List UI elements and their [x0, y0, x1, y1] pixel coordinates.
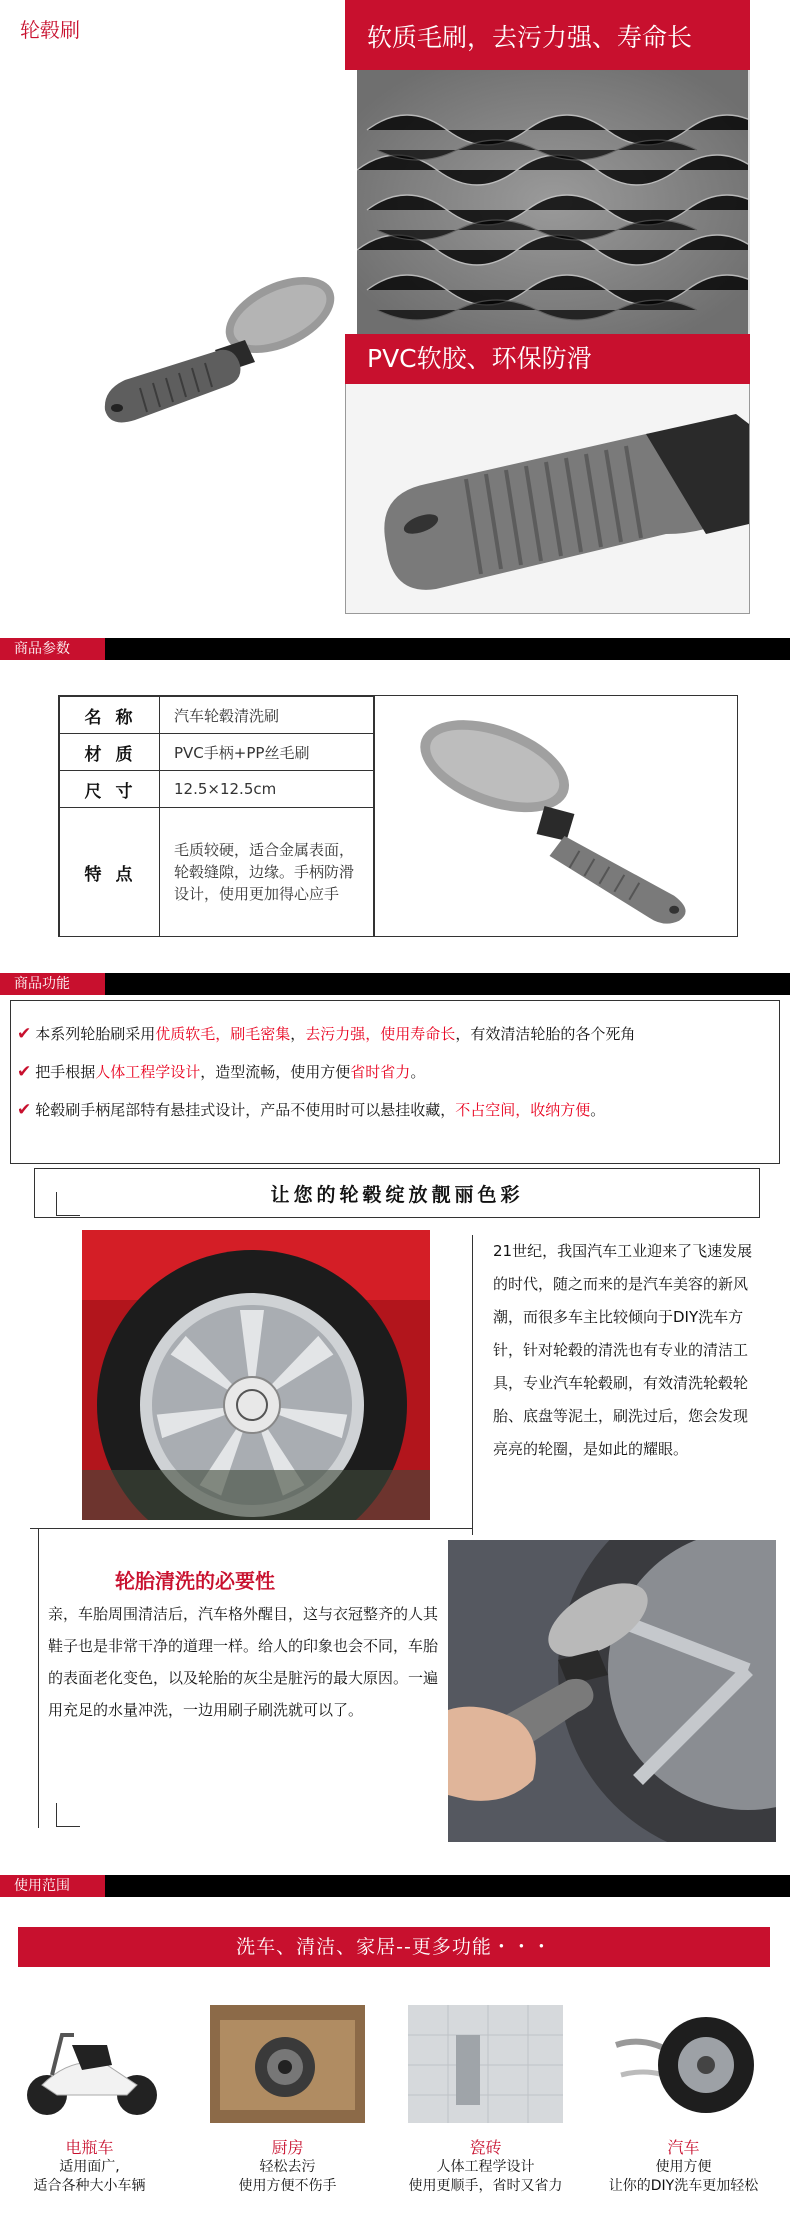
params-section-label: 商品参数	[0, 638, 105, 660]
soft-bristle-banner: 软质毛刷，去污力强、寿命长	[345, 0, 750, 70]
feature-item: ✔ 轮毂刷手柄尾部特有悬挂式设计，产品不使用时可以悬挂收藏，不占空间，收纳方便。	[17, 1100, 606, 1120]
checkmark-icon: ✔	[17, 1100, 32, 1120]
brush-product-image	[374, 696, 739, 936]
usage-item	[596, 2005, 771, 2196]
features-list	[10, 1000, 780, 1164]
params-section-bar	[0, 638, 790, 660]
usage-item-desc: 轻松去污	[259, 2159, 316, 2175]
usage-item-name: 厨房	[271, 2138, 304, 2157]
wheel-description: 21世纪，我国汽车工业迎来了飞速发展的时代，随之而来的是汽车美容的新风潮，而很多车主比较倾向于DIY洗车方针，针对轮毂的清洗也有专业的清洁工具，专业汽车轮毂刷，有效清洗轮毂轮胎、底盘等泥土，刷洗过后，您会发现亮亮的轮圈，是如此的耀眼。	[472, 1235, 757, 1535]
param-row	[60, 697, 374, 734]
usage-item-name: 电瓶车	[65, 2138, 114, 2157]
handle-closeup-image	[345, 384, 750, 614]
divider	[38, 1528, 39, 1828]
param-key: 材质	[60, 734, 160, 771]
param-value: 毛质较硬，适合金属表面，轮毂缝隙，边缘。手柄防滑设计，使用更加得心应手	[160, 808, 374, 937]
param-value: PVC手柄+PP丝毛刷	[160, 734, 374, 771]
feature-item: ✔ 把手根据人体工程学设计，造型流畅，使用方便省时省力。	[17, 1062, 426, 1082]
pvc-handle-banner: PVC软胶、环保防滑	[345, 334, 750, 384]
usage-section-bar	[0, 1875, 790, 1897]
usage-item-name: 瓷砖	[469, 2138, 502, 2157]
brush-product-image	[95, 270, 345, 440]
usage-item-desc: 让你的DIY洗车更加轻松	[608, 2178, 759, 2194]
tire-icon	[606, 2005, 761, 2123]
param-row	[60, 734, 374, 771]
usage-item-desc: 使用方便不伤手	[238, 2178, 337, 2194]
usage-item	[2, 2005, 177, 2196]
scooter-icon	[12, 2005, 167, 2123]
product-name: 轮毂刷	[20, 18, 80, 42]
usage-item-desc: 使用更顺手，省时又省力	[408, 2178, 563, 2194]
wheel-section-title: 让您的轮毂绽放靓丽色彩	[270, 1184, 524, 1206]
divider	[30, 1528, 472, 1529]
param-key: 尺寸	[60, 771, 160, 808]
bristle-closeup-image	[345, 70, 750, 334]
feature-item: ✔ 本系列轮胎刷采用优质软毛，刷毛密集，去污力强，使用寿命长，有效清洁轮胎的各个死角	[17, 1024, 636, 1044]
param-value: 12.5×12.5cm	[160, 771, 374, 808]
checkmark-icon: ✔	[17, 1024, 32, 1044]
usage-item-desc: 人体工程学设计	[436, 2159, 535, 2175]
param-value: 汽车轮毂清洗刷	[160, 697, 374, 734]
necessity-title: 轮胎清洗的必要性	[115, 1569, 275, 1593]
more-functions-strip: 洗车、清洁、家居--更多功能・・・	[18, 1927, 770, 1967]
usage-item-name: 汽车	[667, 2138, 700, 2157]
necessity-description: 亲，车胎周围清洁后，汽车格外醒目，这与衣冠整齐的人其鞋子也是非常干净的道理一样。给人的印象也会不同，车胎的表面老化变色，以及轮胎的灰尘是脏污的最大原因。一遍用充足的水量冲洗，一边用刷子刷洗就可以了。	[48, 1605, 439, 1719]
usage-item	[398, 2005, 573, 2196]
corner-bracket	[56, 1803, 80, 1827]
features-section-bar	[0, 973, 790, 995]
usage-item	[200, 2005, 375, 2196]
hand-cleaning-wheel-image	[448, 1540, 776, 1842]
stove-icon	[210, 2005, 365, 2123]
params-table	[58, 695, 738, 937]
feature-gallery	[345, 0, 750, 610]
usage-item-desc: 使用方便	[655, 2159, 712, 2175]
param-key: 特点	[60, 808, 160, 937]
param-row	[60, 771, 374, 808]
checkmark-icon: ✔	[17, 1062, 32, 1082]
param-key: 名称	[60, 697, 160, 734]
features-section-label: 商品功能	[0, 973, 105, 995]
usage-item-desc: 适合各种大小车辆	[33, 2178, 146, 2194]
alloy-wheel-image	[82, 1230, 430, 1520]
usage-item-desc: 适用面广,	[59, 2159, 120, 2175]
param-row	[60, 808, 374, 937]
tile-wall-icon	[408, 2005, 563, 2123]
usage-section-label: 使用范围	[0, 1875, 105, 1897]
